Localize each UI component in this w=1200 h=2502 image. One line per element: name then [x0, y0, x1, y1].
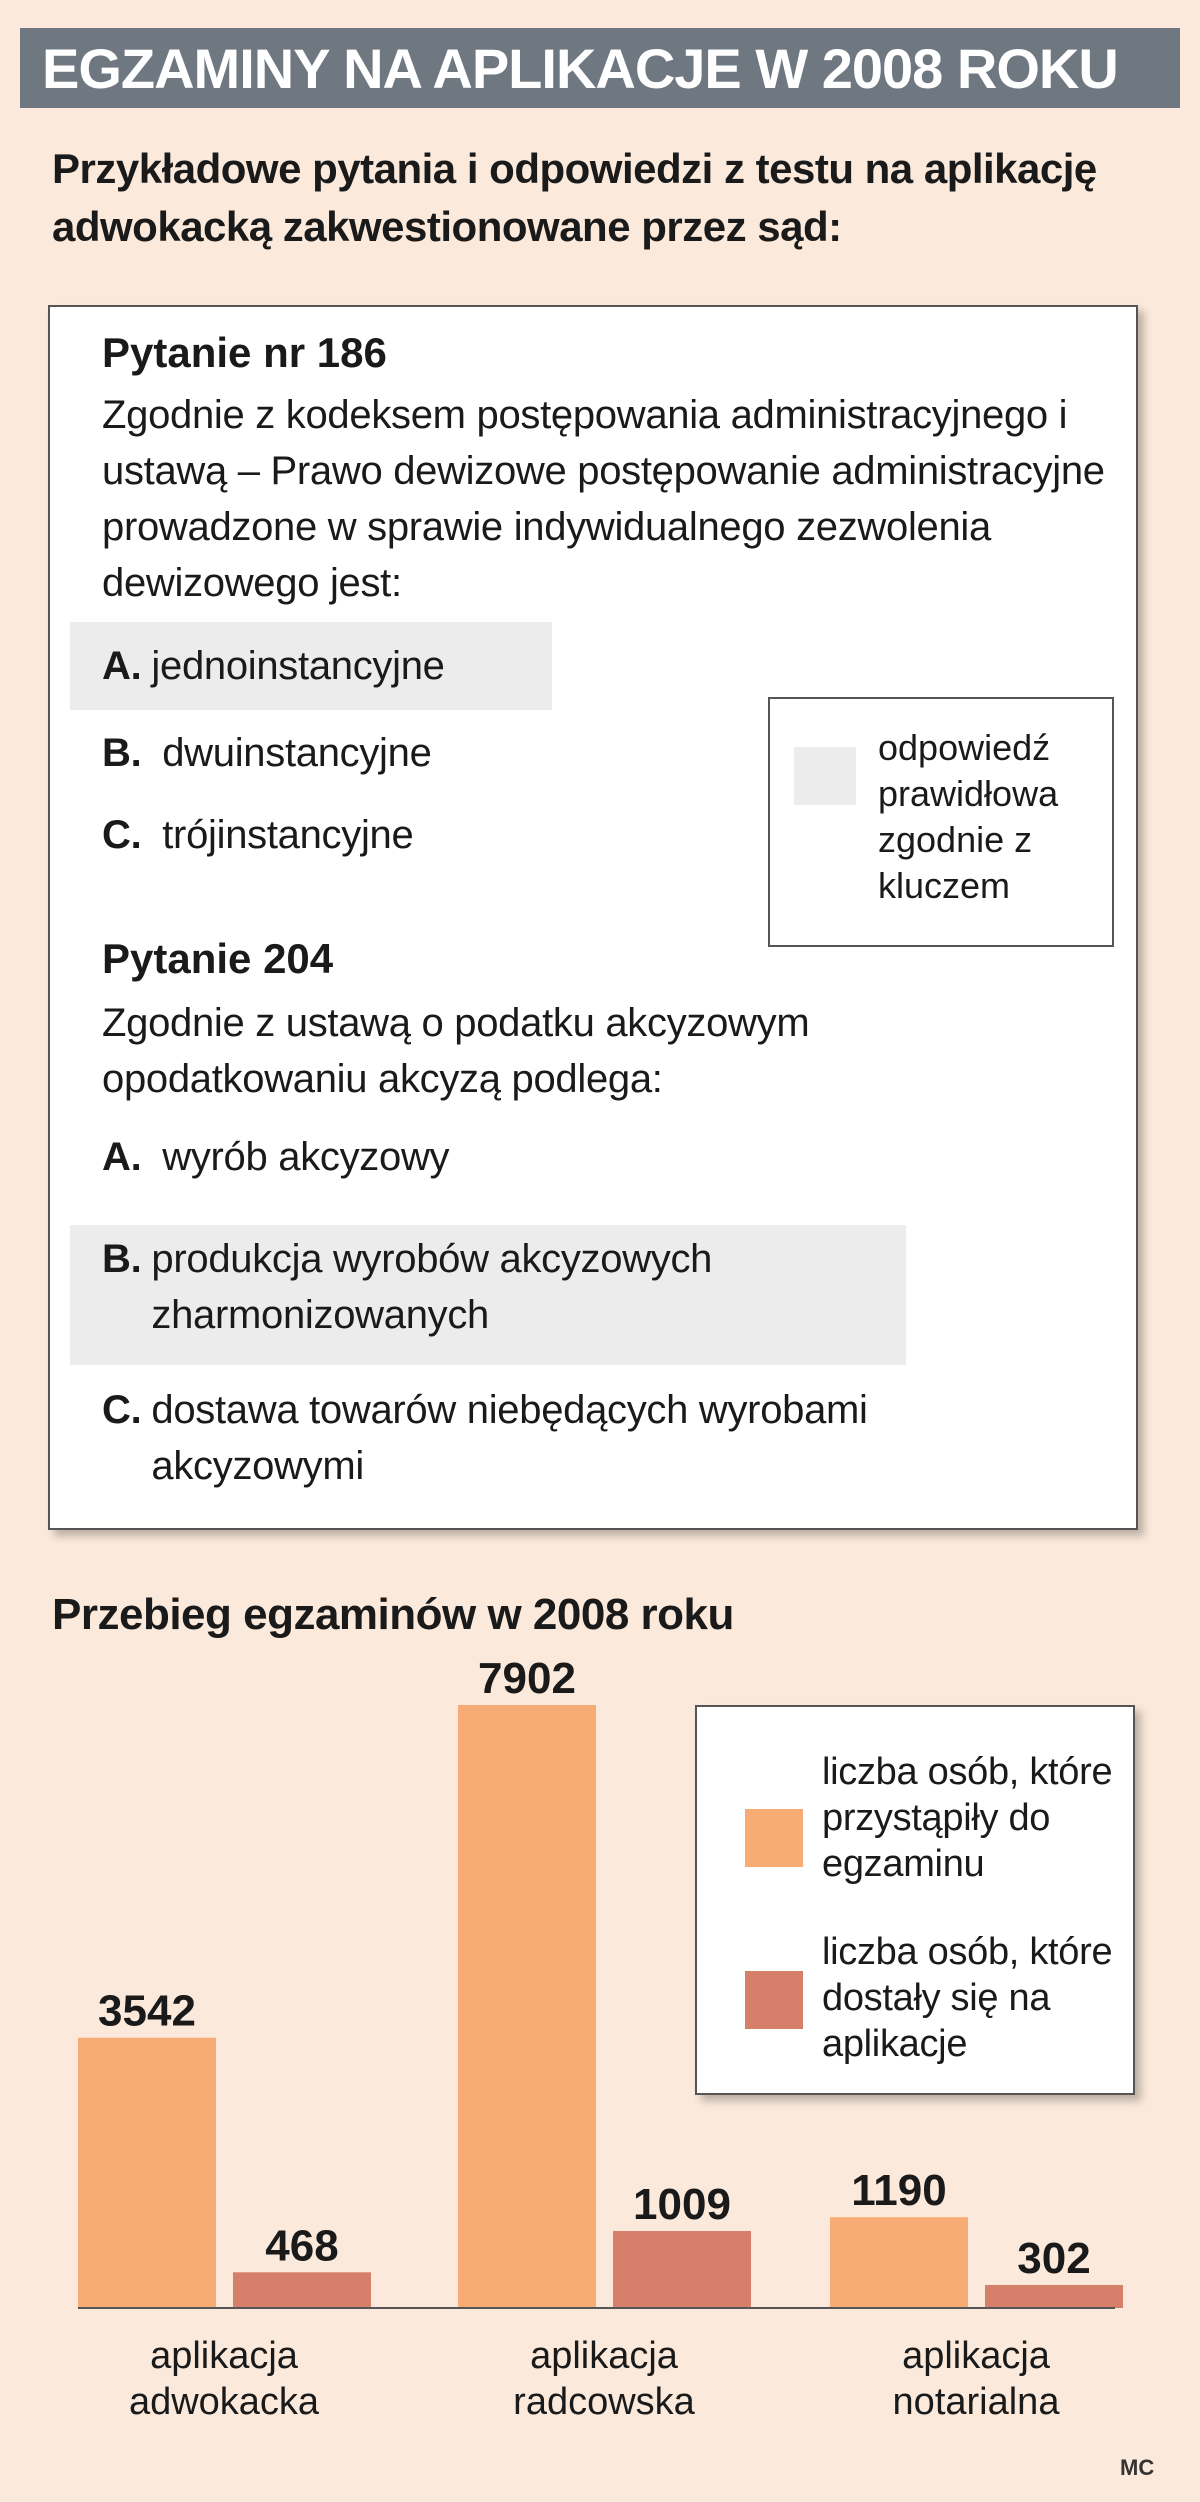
question-1-title: Pytanie nr 186: [102, 329, 387, 376]
question-2-title: Pytanie 204: [102, 935, 334, 982]
question-2-text: Zgodnie z ustawą o podatku akcyzowym opodatkowaniu akcyzą podlega:: [102, 1001, 810, 1101]
option-letter: C.: [102, 1388, 142, 1432]
category-label-aplikacja-adwokacka: aplikacja adwokacka: [128, 2335, 320, 2423]
bar-aplikacja-notarialna-series-1: [830, 2217, 968, 2308]
bar-aplikacja-radcowska-series-2: [613, 2231, 751, 2308]
chart-legend: [695, 1705, 1135, 2095]
category-label-aplikacja-notarialna: aplikacja notarialna: [892, 2335, 1060, 2423]
legend-swatch-admitted: [745, 1971, 803, 2029]
data-label-aplikacja-adwokacka-series-2: 468: [265, 2221, 339, 2271]
legend-swatch-participants: [745, 1809, 803, 1867]
data-label-aplikacja-adwokacka-series-1: 3542: [98, 1986, 196, 2036]
option-letter: A.: [102, 1135, 142, 1179]
chart-title: Przebieg egzaminów w 2008 roku: [52, 1590, 734, 1639]
bar-aplikacja-adwokacka-series-1: [78, 2038, 216, 2308]
data-label-aplikacja-notarialna-series-2: 302: [1017, 2233, 1091, 2283]
option-text: wyrób akcyzowy: [162, 1135, 450, 1179]
option-letter: A.: [102, 644, 142, 688]
page-title: EGZAMINY NA APLIKACJE W 2008 ROKU: [42, 36, 1118, 100]
bar-aplikacja-adwokacka-series-2: [233, 2272, 371, 2308]
option-text: dwuinstancyjne: [162, 731, 432, 775]
legend-label-admitted: liczba osób, które dostały się na aplikacje: [822, 1931, 1113, 2065]
intro-text: Przykładowe pytania i odpowiedzi z testu na aplikację adwokacką zakwestionowane przez sąd:: [52, 145, 1097, 250]
bar-aplikacja-notarialna-series-2: [985, 2285, 1123, 2308]
bar-aplikacja-radcowska-series-1: [458, 1705, 596, 2308]
option-text: trójinstancyjne: [162, 813, 414, 857]
option-letter: B.: [102, 731, 142, 775]
option-text: dostawa towarów niebędących wyrobami akcyzowymi: [151, 1388, 868, 1488]
option-text: jednoinstancyjne: [151, 644, 445, 688]
credit: MC: [1120, 2455, 1155, 2480]
option-letter: C.: [102, 813, 142, 857]
option-text: produkcja wyrobów akcyzowych zharmonizowanych: [151, 1237, 713, 1337]
category-label-aplikacja-radcowska: aplikacja radcowska: [513, 2335, 695, 2423]
data-label-aplikacja-notarialna-series-1: 1190: [851, 2166, 947, 2216]
data-label-aplikacja-radcowska-series-2: 1009: [633, 2180, 731, 2230]
question-1-text: Zgodnie z kodeksem postępowania administracyjnego i ustawą – Prawo dewizowe postępowanie administracyjne prowadzone w sprawie indywidualnego zezwolenia dewizowego jest:: [102, 393, 1105, 605]
legend-label-participants: liczba osób, które przystąpiły do egzaminu: [822, 1751, 1113, 1885]
option-letter: B.: [102, 1237, 142, 1281]
data-label-aplikacja-radcowska-series-1: 7902: [478, 1654, 576, 1703]
answer-key-label: odpowiedź prawidłowa zgodnie z kluczem: [878, 727, 1059, 906]
